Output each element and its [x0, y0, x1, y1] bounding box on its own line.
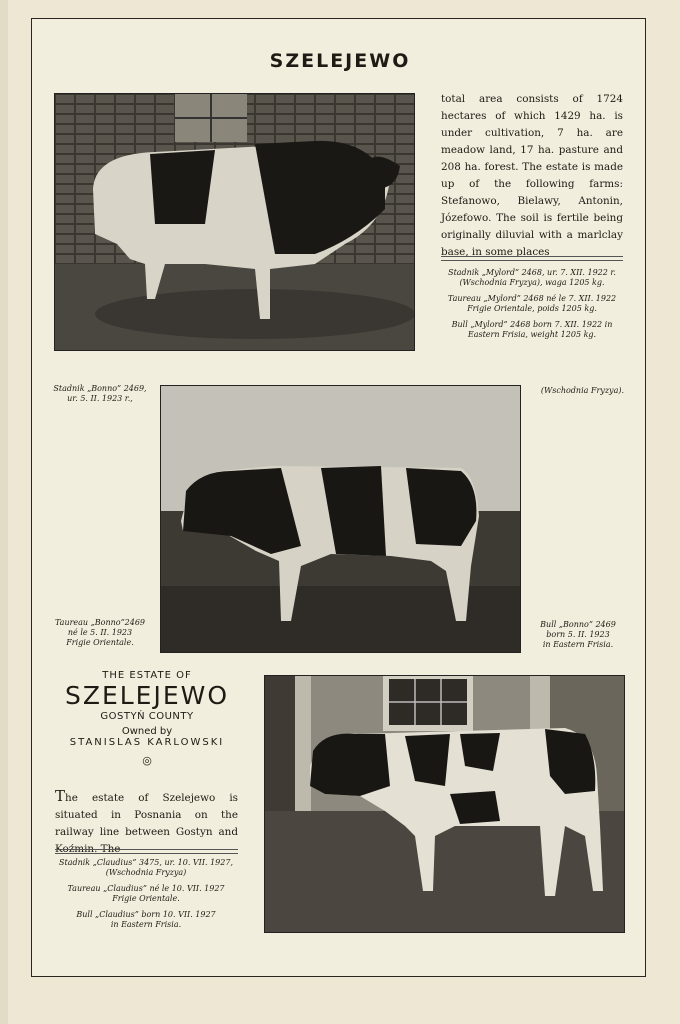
caption-claudius — [50, 858, 242, 930]
estate-owned-by: Owned by — [121, 726, 173, 737]
ornament-icon: ◎ — [142, 754, 152, 767]
caption-claudius-fr-1: Taureau „Claudius” né le 10. VII. 1927 — [67, 884, 225, 893]
caption-claudius-pl-2: (Wschodnia Fryzya) — [105, 868, 187, 877]
estate-dropcap: T — [55, 787, 66, 805]
estate-line1: THE ESTATE OF — [102, 670, 192, 681]
caption-claudius-fr-2: Frigie Orientale. — [112, 894, 180, 903]
caption-mylord-fr-2: Frigie Orientale, poids 1205 kg. — [467, 304, 597, 313]
page-title: SZELEJEWO — [269, 50, 411, 72]
caption-bonno-en — [528, 620, 628, 650]
photo-bull-bonno — [160, 385, 521, 653]
caption-claudius-en-1: Bull „Claudius” born 10. VII. 1927 — [76, 910, 216, 919]
estate-county: GOSTYŃ COUNTY — [100, 711, 194, 722]
caption-mylord-en-1: Bull „Mylord” 2468 born 7. XII. 1922 in — [451, 320, 613, 329]
estate-name: SZELEJEWO — [64, 681, 230, 710]
caption-claudius-pl-1: Stadnik „Claudius” 3475, ur. 10. VII. 1927, — [59, 858, 233, 867]
caption-bonno-pl-1: Stadnik „Bonno” 2469, — [53, 384, 147, 393]
photo-bull-claudius — [264, 675, 625, 933]
caption-bonno-fr-1: Taureau „Bonno”2469 — [54, 618, 146, 627]
caption-mylord-fr-1: Taureau „Mylord” 2468 né le 7. XII. 1922 — [447, 294, 617, 303]
caption-bonno-fr — [50, 618, 150, 648]
caption-bonno-en-1: Bull „Bonno” 2469 — [540, 620, 616, 629]
caption-mylord-pl-1: Stadnik „Mylord” 2468, ur. 7. XII. 1922 r. — [448, 268, 616, 277]
intro-paragraph: total area consists of 1724 hectares of which 1429 ha. is under cultivation, 7 ha. are meadow land, 17 ha. pasture and 208 ha. forest. The estate is made up of the following farms: Stefanowo, Bielawy, Antonin, Józefowo. The soil is fertile being originally diluvial with a marlclay base, in some places — [441, 93, 623, 258]
page-edge — [0, 0, 8, 1024]
caption-bonno-pl-2: ur. 5. II. 1923 r., — [67, 394, 133, 403]
caption-bonno-pl — [50, 384, 150, 404]
estate-heading — [54, 670, 240, 767]
caption-mylord-en-2: Eastern Frisia, weight 1205 kg. — [467, 330, 597, 339]
estate-paragraph — [55, 788, 238, 858]
estate-paragraph-text: he estate of Szelejewo is situated in Posnania on the railway line between Gostyn and Koźmin. The — [55, 792, 238, 855]
caption-rule-top — [441, 256, 623, 261]
caption-bonno-en-2: born 5. II. 1923 — [546, 630, 610, 639]
caption-bonno-fr-2: né le 5. II. 1923 — [67, 628, 133, 637]
caption-bonno-fr-3: Frigie Orientale. — [66, 638, 134, 647]
caption-mylord — [438, 268, 626, 340]
estate-owner: STANISLAS KARLOWSKI — [69, 737, 225, 748]
caption-mylord-pl-2: (Wschodnia Fryzya), waga 1205 kg. — [459, 278, 605, 287]
caption-bonno-en-3: in Eastern Frisia. — [542, 640, 614, 649]
caption-rule-bottom — [55, 849, 238, 854]
caption-bonno-pl-right: (Wschodnia Fryzya). — [540, 386, 624, 395]
photo-bull-mylord — [54, 93, 415, 351]
caption-claudius-en-2: in Eastern Frisia. — [110, 920, 182, 929]
